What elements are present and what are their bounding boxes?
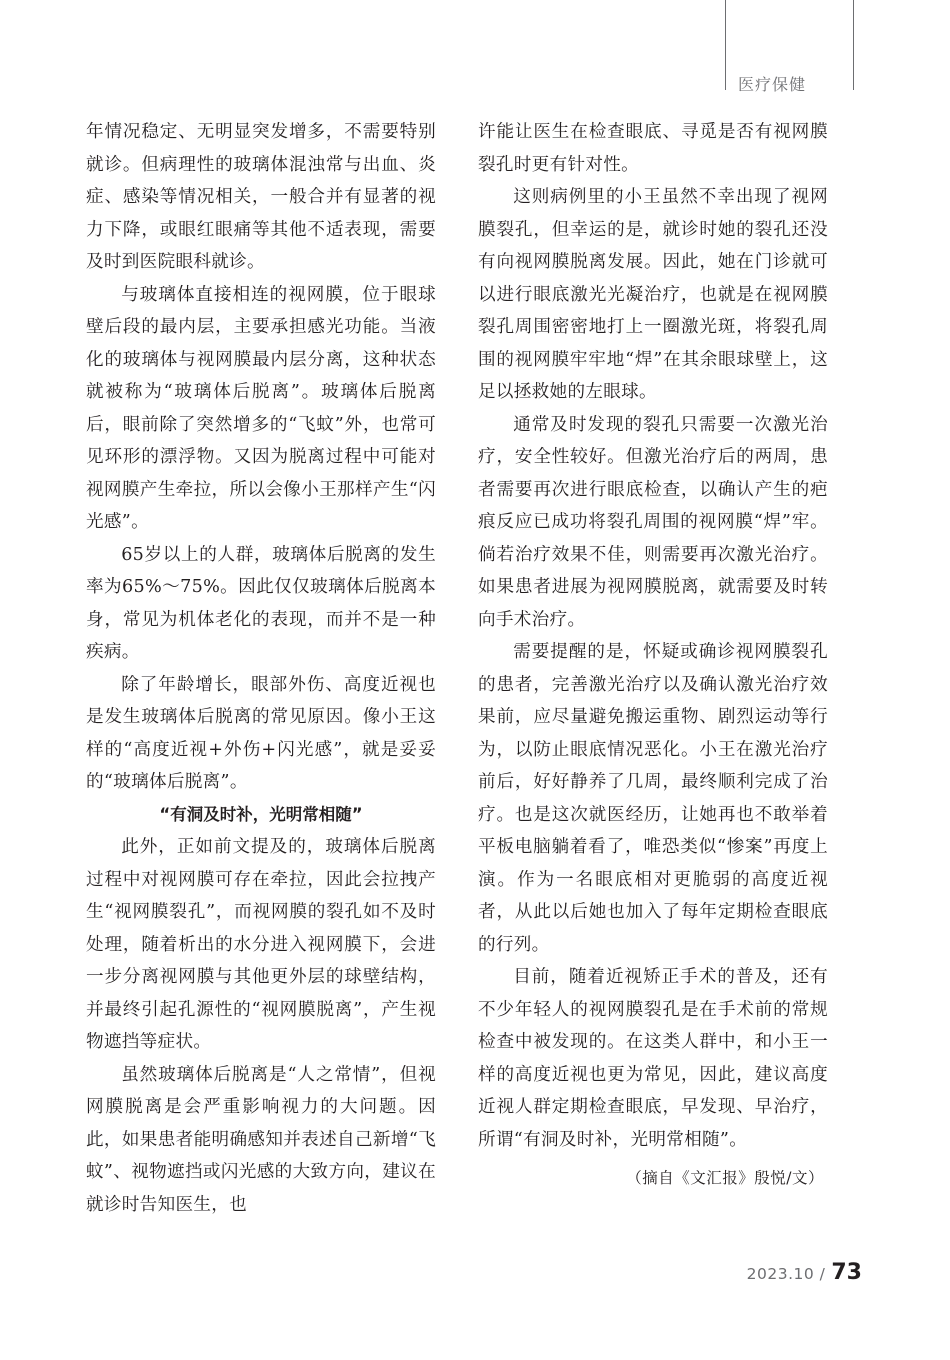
page-number: 73: [831, 1260, 862, 1285]
body-paragraph: 目前，随着近视矫正手术的普及，还有不少年轻人的视网膜裂孔是在手术前的常规检查中被发现的。在这类人群中，和小王一样的高度近视也更为常见，因此，建议高度近视人群定期检查眼底，早发现、早治疗，所谓“有洞及时补，光明常相随”。: [478, 967, 828, 1150]
header-rule-right: [853, 0, 854, 90]
page-footer: [747, 1260, 862, 1285]
body-paragraph: 除了年龄增长，眼部外伤、高度近视也是发生玻璃体后脱离的常见原因。像小王这样的“高度近视+外伤+闪光感”，就是妥妥的“玻璃体后脱离”。: [86, 674, 436, 792]
left-column: [86, 116, 436, 1221]
body-paragraph: 需要提醒的是，怀疑或确诊视网膜裂孔的患者，完善激光治疗以及确认激光治疗效果前，应尽量避免搬运重物、剧烈运动等行为，以防止眼底情况恶化。小王在激光治疗前后，好好静养了几周，最终顺利完成了治疗。也是这次就医经历，让她再也不敢举着平板电脑躺着看了，唯恐类似“惨案”再度上演。作为一名眼底相对更脆弱的高度近视者，从此以后她也加入了每年定期检查眼底的行列。: [478, 642, 828, 955]
body-paragraph: 许能让医生在检查眼底、寻觅是否有视网膜裂孔时更有针对性。: [478, 122, 828, 175]
section-label: 医疗保健: [738, 75, 807, 94]
right-column: [478, 116, 828, 1195]
header-rule-left: [725, 0, 726, 90]
body-paragraph: 65岁以上的人群，玻璃体后脱离的发生率为65%～75%。因此仅仅玻璃体后脱离本身，常见为机体老化的表现，而并不是一种疾病。: [86, 544, 436, 662]
body-paragraph: 虽然玻璃体后脱离是“人之常情”，但视网膜脱离是会严重影响视力的大问题。因此，如果患者能明确感知并表述自己新增“飞蚊”、视物遮挡或闪光感的大致方向，建议在就诊时告知医生，也: [86, 1064, 436, 1215]
section-heading: “有洞及时补，光明常相随”: [159, 804, 363, 824]
body-paragraph: 通常及时发现的裂孔只需要一次激光治疗，安全性较好。但激光治疗后的两周，患者需要再次进行眼底检查，以确认产生的疤痕反应已成功将裂孔周围的视网膜“焊”牢。倘若治疗效果不佳，则需要再次激光治疗。如果患者进展为视网膜脱离，就需要及时转向手术治疗。: [478, 414, 828, 630]
body-paragraph: 这则病例里的小王虽然不幸出现了视网膜裂孔，但幸运的是，就诊时她的裂孔还没有向视网膜脱离发展。因此，她在门诊就可以进行眼底激光光凝治疗，也就是在视网膜裂孔周围密密地打上一圈激光斑，将裂孔周围的视网膜牢牢地“焊”在其余眼球壁上，这足以拯救她的左眼球。: [478, 187, 828, 402]
body-paragraph: 年情况稳定、无明显突发增多，不需要特别就诊。但病理性的玻璃体混浊常与出血、炎症、感染等情况相关，一般合并有显著的视力下降，或眼红眼痛等其他不适表现，需要及时到医院眼科就诊。: [86, 122, 436, 272]
source-credit: （摘自《文汇报》殷悦/文）: [626, 1169, 824, 1187]
body-paragraph: 与玻璃体直接相连的视网膜，位于眼球壁后段的最内层，主要承担感光功能。当液化的玻璃体与视网膜最内层分离，这种状态就被称为“玻璃体后脱离”。玻璃体后脱离后，眼前除了突然增多的“飞蚊”外，也常可见环形的漂浮物。又因为脱离过程中可能对视网膜产生牵拉，所以会像小王那样产生“闪光感”。: [86, 284, 436, 532]
body-paragraph: 此外，正如前文提及的，玻璃体后脱离过程中对视网膜可存在牵拉，因此会拉拽产生“视网膜裂孔”，而视网膜的裂孔如不及时处理，随着析出的水分进入视网膜下，会进一步分离视网膜与其他更外层的球壁结构，并最终引起孔源性的“视网膜脱离”，产生视物遮挡等症状。: [86, 837, 436, 1052]
issue-date: 2023.10 /: [746, 1265, 826, 1283]
